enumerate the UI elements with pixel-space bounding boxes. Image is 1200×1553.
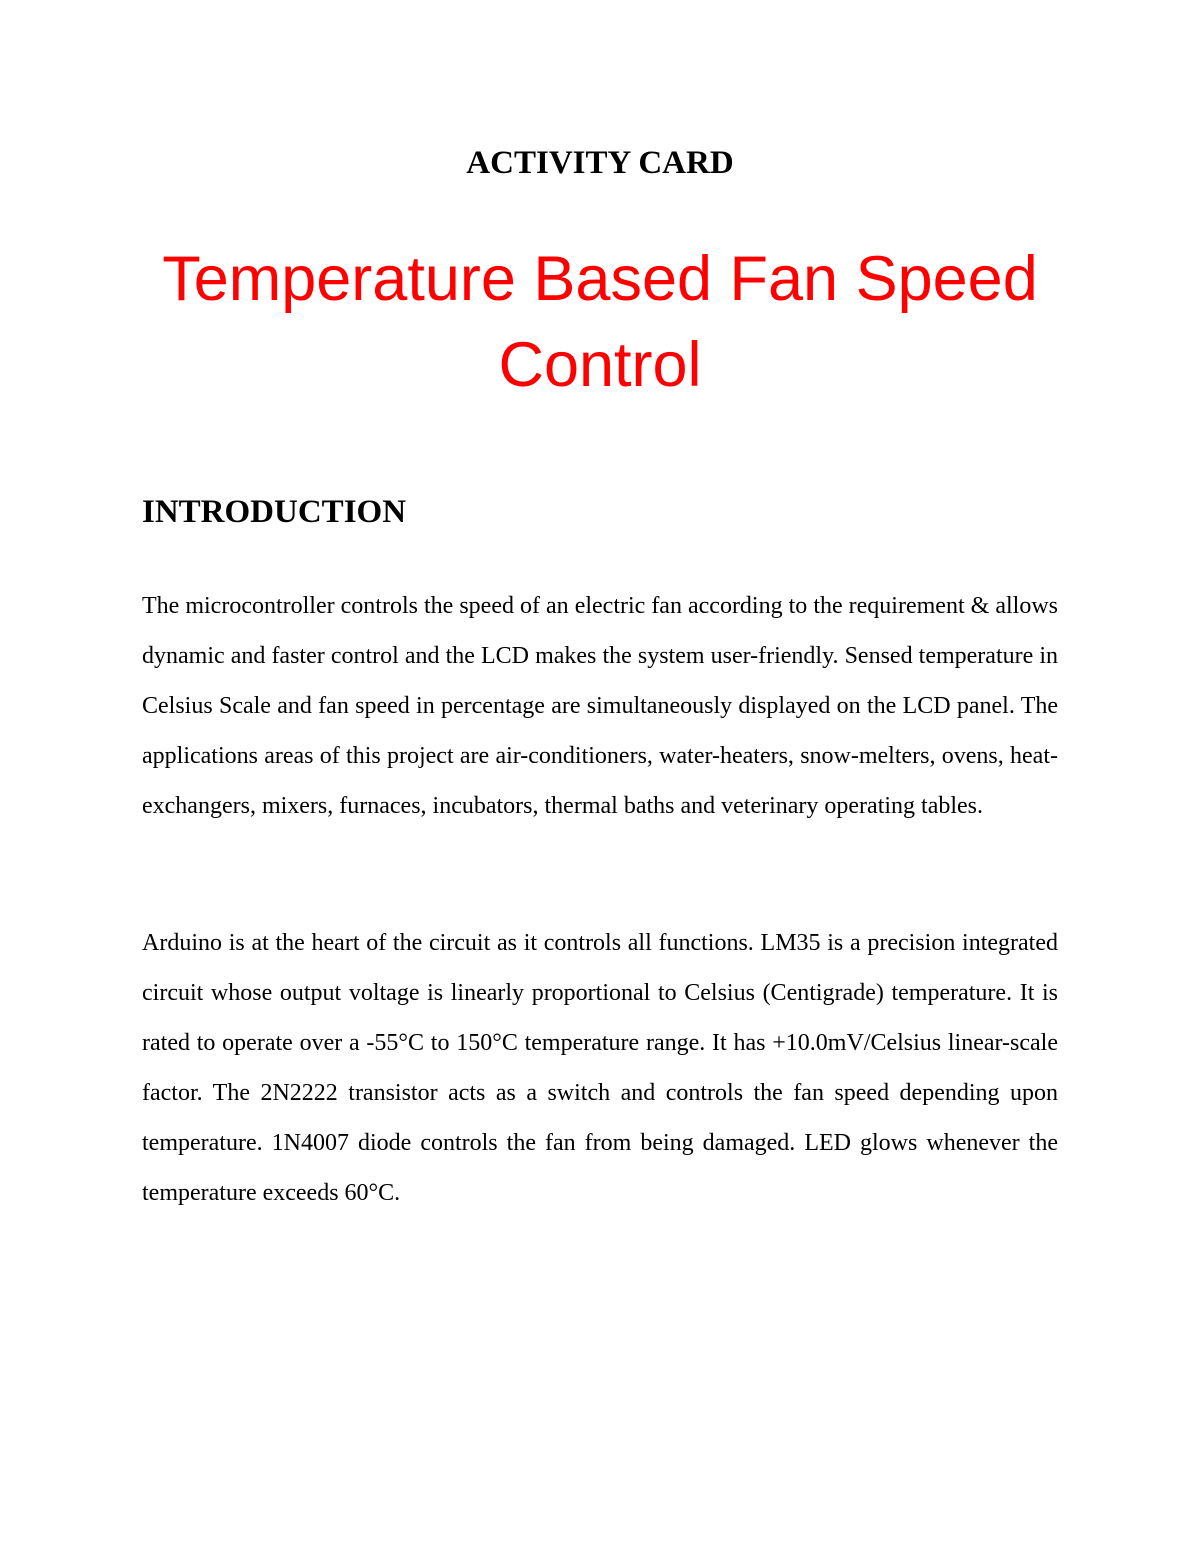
activity-card-label: ACTIVITY CARD xyxy=(466,145,734,181)
document-title: Temperature Based Fan Speed Control xyxy=(162,244,1038,400)
intro-paragraph-2: Arduino is at the heart of the circuit as it controls all functions. LM35 is a precision integrated circuit whose output voltage is linearly proportional to Celsius (Centigrade) temperature. It is rated to operate over a -55°C to 150°C temperature range. It has +10.0mV/Celsius linear-scale factor. The 2N2222 transistor acts as a switch and controls the fan speed depending upon temperature. 1N4007 diode controls the fan from being damaged. LED glows whenever the temperature exceeds 60°C. xyxy=(142,930,1058,1206)
section-heading-introduction: INTRODUCTION xyxy=(142,494,407,530)
intro-paragraph-1: The microcontroller controls the speed of an electric fan according to the requirement & allows dynamic and faster control and the LCD makes the system user-friendly. Sensed temperature in Celsius Scale and fan speed in percentage are simultaneously displayed on the LCD panel. The applications areas of this project are air-conditioners, water-heaters, snow-melters, ovens, heat-exchangers, mixers, furnaces, incubators, thermal baths and veterinary operating tables. xyxy=(142,593,1058,819)
